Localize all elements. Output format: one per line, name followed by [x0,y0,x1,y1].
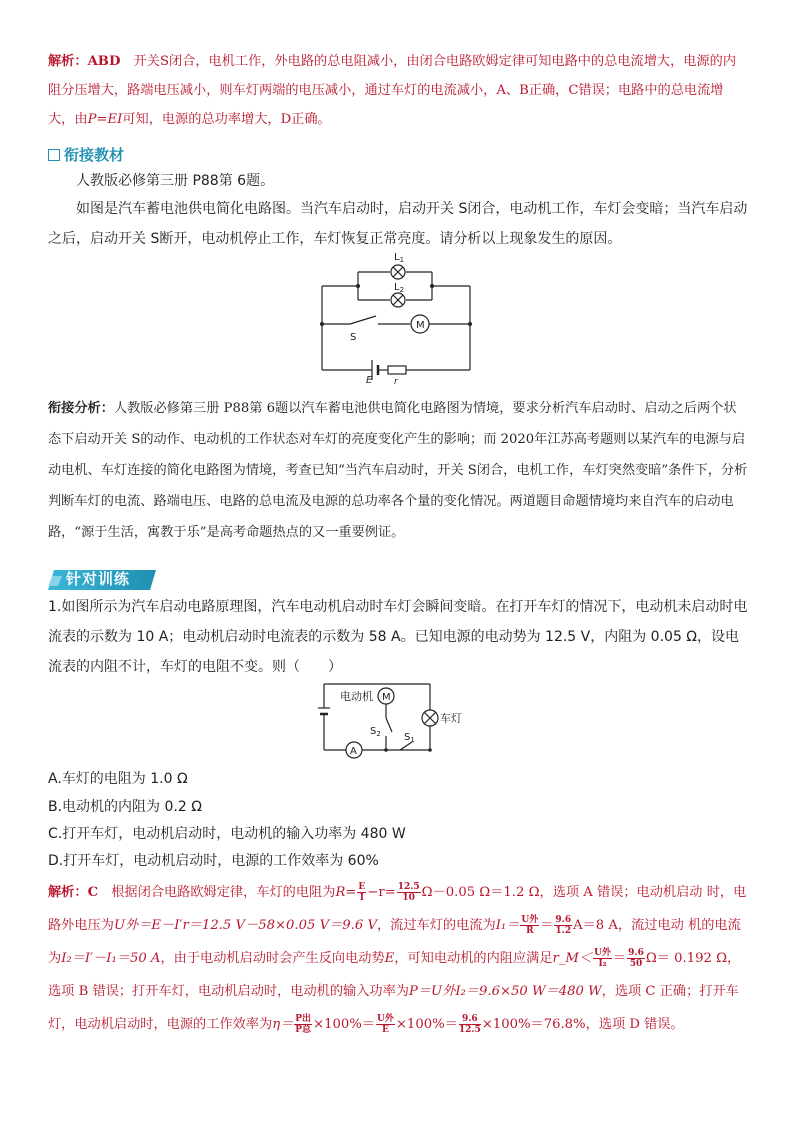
section-title-text: 衔接教材 [64,146,125,164]
switch2-label: $S_2$ [370,726,381,738]
section-title [48,142,124,168]
link-analysis [48,393,748,548]
analysis-text: 开关S闭合，电机工作，外电路的总电阻减小，由闭合电路欧姆定律可知电路中的总电流增大，电源的内阻分压增大，路端电压减小，则车灯两端的电压减小，通过车灯的电流减小，A、B正确，C错误；电路中的总电流增大，由 [48,54,737,127]
analysis-2: 解析：C 根据闭合电路欧姆定律，车灯的电阻为R= $\frac{E}{I}$ −r= $\frac{12.5}{10}$ Ω－0.05 Ω＝1.2 Ω，选项 A 错误；电动机启动 时，电路外电压为U外＝E－I′r＝12.5 V－58×0.05 V＝9.6 V，流过车灯的电流为I₁＝ $\frac{\text{U外}}{R}$ ＝ $\frac{9.6}{1.2}$ A＝8 A，流过电动 机的电流为I₂＝I′－I₁＝50 A，由于电动机启动时会产生反向电动势E，可知电动机的内阻应满足r_M＜ $\frac{\text{U外}}{\text{I₂}}$ ＝ $\frac{9.6}{50}$ Ω＝ 0.192 Ω，选项 B 错误；打开车灯，电动机启动时，电动机的输入功率为P＝U外I₂＝9.6×50 W＝480 W，选项 C 正确；打开车灯，电动机启动时，电源的工作效率为η＝ $\frac{\text{P出}}{\text{P总}}$ ×100%＝ $\frac{\text{U外}}{E}$ ×100%＝ $\frac{9.6}{12.5}$ ×100%＝76.8%，选项 D 错误。 [48,882,747,1035]
analysis2-label: 解析： [48,885,88,900]
circuit-diagram-1 [310,248,490,386]
option-b: B.电动机的内阻为 0.2 Ω [48,799,202,815]
motor-label: M [416,320,425,331]
switch1-label: $S_1$ [404,732,415,744]
circuit-diagram-2 [316,680,462,762]
analysis-formula: P=EI [87,112,123,127]
lamp1-label: $L_1$ [394,252,405,264]
textbook-ref-text: 人教版必修第三册 P88第 6题。 [76,173,275,189]
analysis-1 [48,47,748,134]
switch-label: S [350,332,357,343]
emf-label: E [366,375,373,386]
question-1-text: 1.如图所示为汽车启动电路原理图，汽车电动机启动时车灯会瞬间变暗。在打开车灯的情况下，电动机未启动时电流表的示数为 10 A；电动机启动时电流表的示数为 58 A。已知电源的电动势为 12.5 V，内阻为 0.05 Ω，设电流表的内阻不计，车灯的电阻不变。则（ ） [48,599,748,675]
checkbox-square-icon [48,149,60,161]
textbook-question-text: 如图是汽车蓄电池供电简化电路图。当汽车启动时，启动开关 S闭合，电动机工作，车灯会变暗；当汽车启动之后，启动开关 S断开，电动机停止工作，车灯恢复正常亮度。请分析以上现象发生的原因。 [48,201,748,247]
training-banner-text: 针对训练 [66,570,131,588]
question-1 [48,592,748,682]
textbook-question [48,194,748,254]
option-d: D.打开车灯，电动机启动时，电源的工作效率为 60% [48,853,379,869]
motor-symbol: M [382,692,391,703]
textbook-ref [48,166,748,196]
analysis-answer: ABD [87,54,121,69]
motor-text-label: 电动机 [340,690,373,703]
resistor-label: r [394,377,398,387]
link-analysis-label: 衔接分析： [48,401,114,416]
analysis-label: 解析： [48,54,88,69]
analysis2-answer: C [87,885,99,900]
ammeter-symbol: A [350,746,357,757]
analysis-text-end: 可知，电源的总功率增大，D正确。 [122,112,331,127]
option-a: A.车灯的电阻为 1.0 Ω [48,771,188,787]
lamp-text-label: 车灯 [440,712,462,725]
link-analysis-text: 人教版必修第三册 P88第 6题以汽车蓄电池供电简化电路图为情境，要求分析汽车启动时、启动之后两个状态下启动开关 S的动作、电动机的工作状态对车灯的亮度变化产生的影响；而 2020年江苏高考题则以某汽车的电源与启动电机、车灯连接的简化电路图为情境，考查已知“当汽车启动时，开关 S闭合，电机工作，车灯突然变暗”条件下，分析判断车灯的电流、路端电压、电路的总电流及电源的总功率各个量的变化情况。两道题目命题情境均来自汽车的启动电路，“源于生活，寓教于乐”是高考命题热点的又一重要例证。 [48,401,748,540]
option-c: C.打开车灯，电动机启动时，电动机的输入功率为 480 W [48,826,406,842]
lamp2-label: $L_2$ [394,282,405,294]
